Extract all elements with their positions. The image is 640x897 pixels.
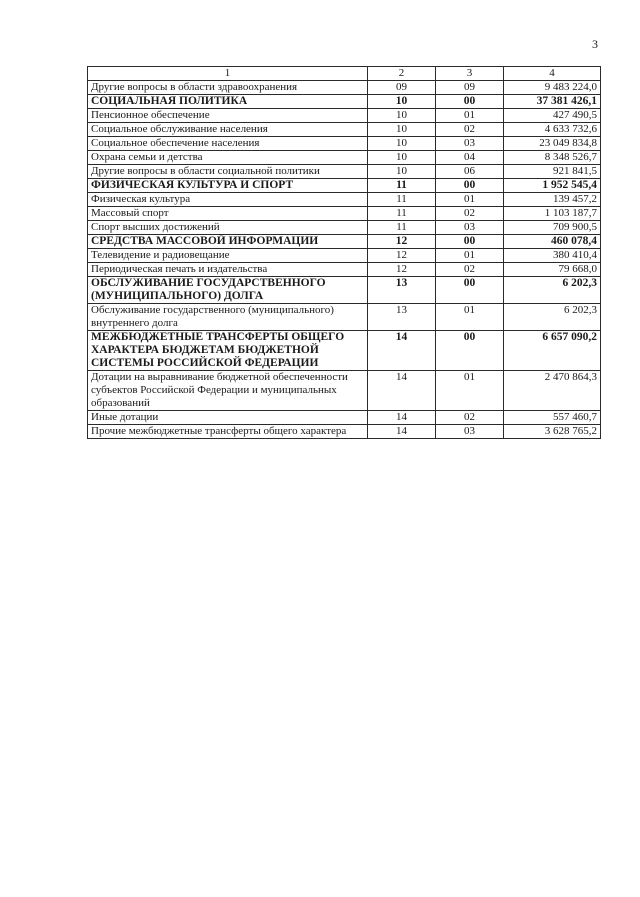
row-subsection-cell: 01: [436, 109, 504, 123]
row-name-cell: Дотации на выравнивание бюджетной обеспеченности субъектов Российской Федерации и муниципальных образований: [88, 371, 368, 411]
row-section-cell: 13: [368, 304, 436, 331]
header-col-4: 4: [504, 67, 601, 81]
table-row: [88, 371, 601, 411]
row-section-cell: 14: [368, 411, 436, 425]
row-subsection-cell: 01: [436, 304, 504, 331]
row-name-cell: Массовый спорт: [88, 207, 368, 221]
header-col-2: 2: [368, 67, 436, 81]
table-row: [88, 221, 601, 235]
row-subsection-cell: 06: [436, 165, 504, 179]
row-name-cell: Другие вопросы в области здравоохранения: [88, 81, 368, 95]
row-subsection-cell: 00: [436, 277, 504, 304]
row-section-cell: 10: [368, 137, 436, 151]
budget-table: [87, 66, 601, 439]
table-row: [88, 109, 601, 123]
table-header-row: [88, 67, 601, 81]
row-name-cell: Пенсионное обеспечение: [88, 109, 368, 123]
row-amount-cell: 1 103 187,7: [504, 207, 601, 221]
row-amount-cell: 23 049 834,8: [504, 137, 601, 151]
table-section-row: [88, 95, 601, 109]
row-name-cell: Иные дотации: [88, 411, 368, 425]
row-name-cell: Охрана семьи и детства: [88, 151, 368, 165]
row-amount-cell: 557 460,7: [504, 411, 601, 425]
row-section-cell: 10: [368, 151, 436, 165]
table-section-row: [88, 179, 601, 193]
row-subsection-cell: 00: [436, 331, 504, 371]
row-name-cell: СОЦИАЛЬНАЯ ПОЛИТИКА: [88, 95, 368, 109]
row-subsection-cell: 00: [436, 95, 504, 109]
table-section-row: [88, 235, 601, 249]
row-section-cell: 14: [368, 425, 436, 439]
table-row: [88, 207, 601, 221]
row-amount-cell: 460 078,4: [504, 235, 601, 249]
row-section-cell: 09: [368, 81, 436, 95]
table-row: [88, 165, 601, 179]
row-amount-cell: 6 202,3: [504, 304, 601, 331]
row-section-cell: 11: [368, 193, 436, 207]
row-subsection-cell: 00: [436, 179, 504, 193]
row-name-cell: Другие вопросы в области социальной политики: [88, 165, 368, 179]
table-row: [88, 151, 601, 165]
table-section-row: [88, 331, 601, 371]
row-subsection-cell: 01: [436, 249, 504, 263]
row-amount-cell: 380 410,4: [504, 249, 601, 263]
budget-table-body: [88, 67, 601, 439]
row-amount-cell: 79 668,0: [504, 263, 601, 277]
row-amount-cell: 1 952 545,4: [504, 179, 601, 193]
table-row: [88, 263, 601, 277]
row-name-cell: Физическая культура: [88, 193, 368, 207]
row-name-cell: Телевидение и радиовещание: [88, 249, 368, 263]
table-row: [88, 193, 601, 207]
row-name-cell: Спорт высших достижений: [88, 221, 368, 235]
header-col-3: 3: [436, 67, 504, 81]
row-section-cell: 10: [368, 95, 436, 109]
row-amount-cell: 6 657 090,2: [504, 331, 601, 371]
row-name-cell: Прочие межбюджетные трансферты общего характера: [88, 425, 368, 439]
row-subsection-cell: 03: [436, 425, 504, 439]
row-amount-cell: 9 483 224,0: [504, 81, 601, 95]
row-subsection-cell: 01: [436, 193, 504, 207]
row-subsection-cell: 03: [436, 221, 504, 235]
row-subsection-cell: 09: [436, 81, 504, 95]
table-section-row: [88, 277, 601, 304]
row-section-cell: 11: [368, 179, 436, 193]
row-name-cell: СРЕДСТВА МАССОВОЙ ИНФОРМАЦИИ: [88, 235, 368, 249]
row-amount-cell: 139 457,2: [504, 193, 601, 207]
row-amount-cell: 921 841,5: [504, 165, 601, 179]
row-section-cell: 12: [368, 235, 436, 249]
row-subsection-cell: 03: [436, 137, 504, 151]
row-subsection-cell: 02: [436, 411, 504, 425]
page-number: 3: [592, 37, 598, 51]
row-name-cell: ФИЗИЧЕСКАЯ КУЛЬТУРА И СПОРТ: [88, 179, 368, 193]
row-section-cell: 10: [368, 165, 436, 179]
table-row: [88, 123, 601, 137]
row-section-cell: 11: [368, 207, 436, 221]
header-col-1: 1: [88, 67, 368, 81]
row-section-cell: 13: [368, 277, 436, 304]
row-subsection-cell: 02: [436, 263, 504, 277]
row-subsection-cell: 01: [436, 371, 504, 411]
row-amount-cell: 3 628 765,2: [504, 425, 601, 439]
row-subsection-cell: 02: [436, 207, 504, 221]
row-section-cell: 12: [368, 263, 436, 277]
row-amount-cell: 6 202,3: [504, 277, 601, 304]
row-subsection-cell: 02: [436, 123, 504, 137]
row-section-cell: 14: [368, 371, 436, 411]
table-row: [88, 249, 601, 263]
row-name-cell: Обслуживание государственного (муниципального) внутреннего долга: [88, 304, 368, 331]
row-section-cell: 12: [368, 249, 436, 263]
row-name-cell: Периодическая печать и издательства: [88, 263, 368, 277]
row-amount-cell: 709 900,5: [504, 221, 601, 235]
row-section-cell: 10: [368, 123, 436, 137]
row-name-cell: Социальное обслуживание населения: [88, 123, 368, 137]
table-row: [88, 137, 601, 151]
row-subsection-cell: 04: [436, 151, 504, 165]
row-subsection-cell: 00: [436, 235, 504, 249]
row-section-cell: 14: [368, 331, 436, 371]
table-row: [88, 81, 601, 95]
row-amount-cell: 37 381 426,1: [504, 95, 601, 109]
row-amount-cell: 8 348 526,7: [504, 151, 601, 165]
row-name-cell: МЕЖБЮДЖЕТНЫЕ ТРАНСФЕРТЫ ОБЩЕГО ХАРАКТЕРА БЮДЖЕТАМ БЮДЖЕТНОЙ СИСТЕМЫ РОССИЙСКОЙ ФЕДЕРАЦИИ: [88, 331, 368, 371]
table-row: [88, 411, 601, 425]
row-name-cell: Социальное обеспечение населения: [88, 137, 368, 151]
row-section-cell: 11: [368, 221, 436, 235]
row-amount-cell: 2 470 864,3: [504, 371, 601, 411]
row-amount-cell: 4 633 732,6: [504, 123, 601, 137]
row-amount-cell: 427 490,5: [504, 109, 601, 123]
table-row: [88, 304, 601, 331]
table-row: [88, 425, 601, 439]
row-name-cell: ОБСЛУЖИВАНИЕ ГОСУДАРСТВЕННОГО (МУНИЦИПАЛЬНОГО) ДОЛГА: [88, 277, 368, 304]
row-section-cell: 10: [368, 109, 436, 123]
